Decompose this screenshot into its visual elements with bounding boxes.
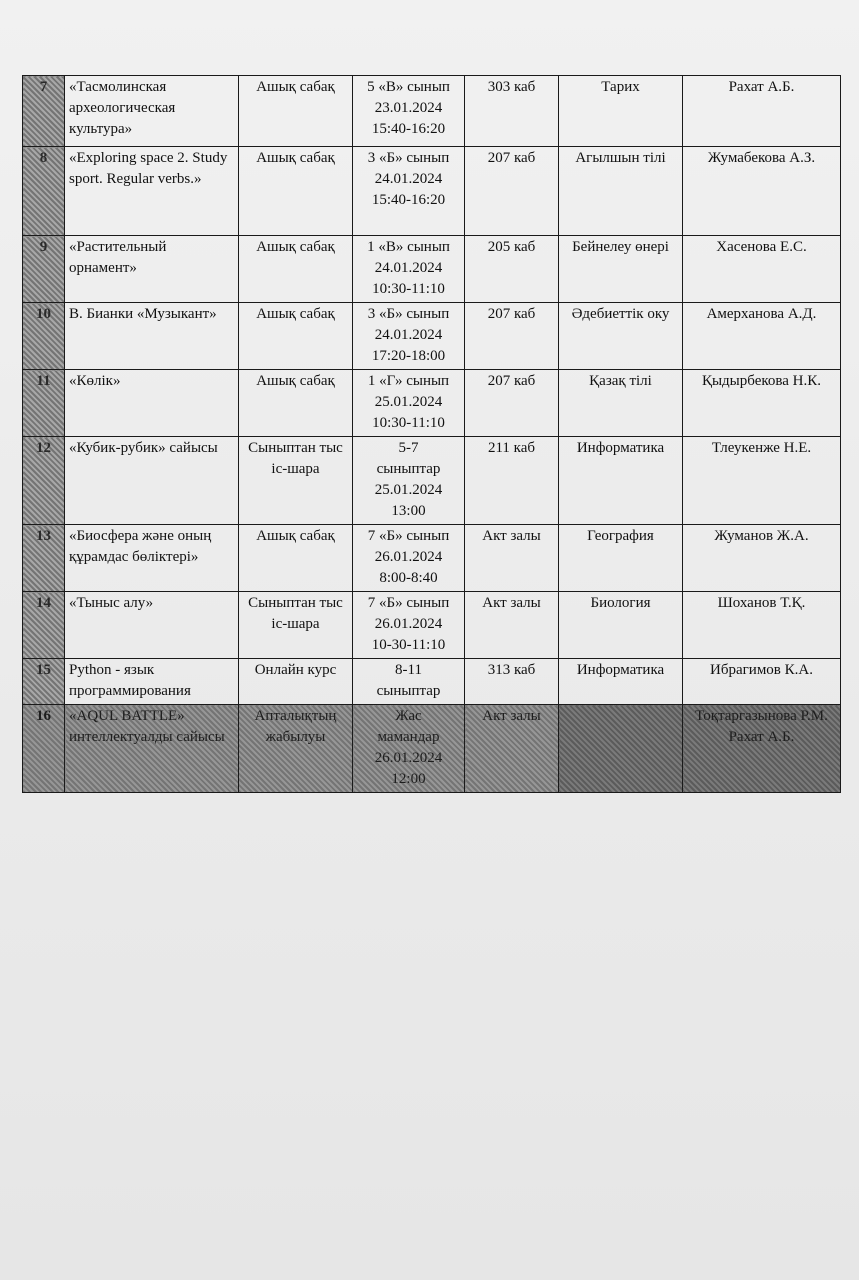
event-date: 26.01.2024: [374, 750, 443, 766]
event-teacher: Рахат А.Б.: [683, 76, 841, 147]
table-row: [23, 592, 841, 659]
event-subject: [559, 705, 683, 793]
event-topic: «Тыныс алу»: [65, 592, 239, 659]
row-number: 11: [23, 370, 65, 437]
event-teacher: Қыдырбекова Н.К.: [683, 370, 841, 437]
row-number: 14: [23, 592, 65, 659]
event-class-datetime: [353, 370, 465, 437]
table-row: [23, 147, 841, 236]
event-class-datetime: [353, 705, 465, 793]
event-topic: «Тасмолинская археологическая культура»: [65, 76, 239, 147]
event-topic: Python - язык программирования: [65, 659, 239, 705]
event-topic: «Exploring space 2. Study sport. Regular verbs.»: [65, 147, 239, 236]
event-class-datetime: [353, 592, 465, 659]
event-time: 10-30-11:10: [371, 637, 446, 653]
event-class-datetime: [353, 236, 465, 303]
event-date: 25.01.2024: [374, 394, 443, 410]
event-class: 7 «Б» сынып: [367, 595, 450, 611]
event-form: Ашық сабақ: [239, 370, 353, 437]
event-date: 24.01.2024: [374, 260, 443, 276]
event-form: Ашық сабақ: [239, 525, 353, 592]
event-room: 211 каб: [465, 437, 559, 525]
event-time: 15:40-16:20: [371, 192, 446, 208]
event-room: Акт залы: [465, 705, 559, 793]
event-room: 303 каб: [465, 76, 559, 147]
event-time: 17:20-18:00: [371, 348, 446, 364]
event-form: Ашық сабақ: [239, 236, 353, 303]
event-room: Акт залы: [465, 592, 559, 659]
event-class: 3 «Б» сынып: [367, 150, 450, 166]
event-time: 15:40-16:20: [371, 121, 446, 137]
event-teacher: Шоханов Т.Қ.: [683, 592, 841, 659]
row-number: 8: [23, 147, 65, 236]
event-time: 8:00-8:40: [379, 570, 438, 586]
table-row: [23, 236, 841, 303]
event-time: 13:00: [391, 503, 426, 519]
event-class-datetime: [353, 437, 465, 525]
event-teacher-2: Рахат А.Б.: [728, 729, 795, 745]
event-teacher-1: Тоқтаргазынова Р.М.: [695, 708, 828, 724]
event-date: 23.01.2024: [374, 100, 443, 116]
event-room: 207 каб: [465, 370, 559, 437]
event-teacher: Амерханова А.Д.: [683, 303, 841, 370]
event-date: 25.01.2024: [374, 482, 443, 498]
event-room: 205 каб: [465, 236, 559, 303]
event-class-datetime: [353, 147, 465, 236]
table-row: [23, 437, 841, 525]
event-class: 5 «В» сынып: [367, 79, 450, 95]
event-topic: В. Бианки «Музыкант»: [65, 303, 239, 370]
table-row: [23, 525, 841, 592]
event-teacher: Тлеукенже Н.Е.: [683, 437, 841, 525]
event-form: Апталықтың жабылуы: [239, 705, 353, 793]
event-teacher: Жумабекова А.З.: [683, 147, 841, 236]
event-topic: «Көлік»: [65, 370, 239, 437]
event-class: 8-11 сыныптар: [376, 662, 441, 699]
event-teacher: Ибрагимов К.А.: [683, 659, 841, 705]
event-form: Онлайн курс: [239, 659, 353, 705]
event-form: Ашық сабақ: [239, 76, 353, 147]
event-date: 26.01.2024: [374, 549, 443, 565]
table-row: [23, 303, 841, 370]
event-time: 12:00: [391, 771, 426, 787]
event-subject: Информатика: [559, 659, 683, 705]
event-form: Сыныптан тыс іс-шара: [239, 437, 353, 525]
row-number: 13: [23, 525, 65, 592]
event-class: 1 «В» сынып: [367, 239, 450, 255]
event-class: 5-7 сыныптар: [376, 440, 441, 477]
event-room: 207 каб: [465, 147, 559, 236]
event-subject: Биология: [559, 592, 683, 659]
event-form: Сыныптан тыс іс-шара: [239, 592, 353, 659]
table-row: [23, 370, 841, 437]
event-subject: Информатика: [559, 437, 683, 525]
table-row: [23, 659, 841, 705]
event-subject: Бейнелеу өнері: [559, 236, 683, 303]
event-subject: Әдебиеттік оку: [559, 303, 683, 370]
event-subject: Агылшын тілі: [559, 147, 683, 236]
event-class: 7 «Б» сынып: [367, 528, 450, 544]
event-teacher: [683, 705, 841, 793]
event-date: 24.01.2024: [374, 171, 443, 187]
event-time: 10:30-11:10: [372, 281, 445, 297]
event-topic: «Растительный орнамент»: [65, 236, 239, 303]
event-form: Ашық сабақ: [239, 147, 353, 236]
event-class: 3 «Б» сынып: [367, 306, 450, 322]
event-class-datetime: [353, 659, 465, 705]
event-topic: «Кубик-рубик» сайысы: [65, 437, 239, 525]
row-number: 12: [23, 437, 65, 525]
event-class: 1 «Г» сынып: [367, 373, 450, 389]
event-class: Жас мамандар: [377, 708, 440, 745]
table-row: [23, 705, 841, 793]
event-date: 26.01.2024: [374, 616, 443, 632]
event-room: 207 каб: [465, 303, 559, 370]
row-number: 7: [23, 76, 65, 147]
row-number: 10: [23, 303, 65, 370]
event-date: 24.01.2024: [374, 327, 443, 343]
row-number: 9: [23, 236, 65, 303]
event-topic: «AQUL BATTLE» интеллектуалды сайысы: [65, 705, 239, 793]
event-subject: География: [559, 525, 683, 592]
event-subject: Қазақ тілі: [559, 370, 683, 437]
event-time: 10:30-11:10: [372, 415, 445, 431]
table-row: [23, 76, 841, 147]
event-room: Акт залы: [465, 525, 559, 592]
event-form: Ашық сабақ: [239, 303, 353, 370]
row-number: 16: [23, 705, 65, 793]
event-subject: Тарих: [559, 76, 683, 147]
event-teacher: Жуманов Ж.А.: [683, 525, 841, 592]
row-number: 15: [23, 659, 65, 705]
event-schedule-table: [22, 75, 841, 793]
event-topic: «Биосфера және оның құрамдас бөліктері»: [65, 525, 239, 592]
event-teacher: Хасенова Е.С.: [683, 236, 841, 303]
event-class-datetime: [353, 525, 465, 592]
event-class-datetime: [353, 303, 465, 370]
event-room: 313 каб: [465, 659, 559, 705]
event-class-datetime: [353, 76, 465, 147]
